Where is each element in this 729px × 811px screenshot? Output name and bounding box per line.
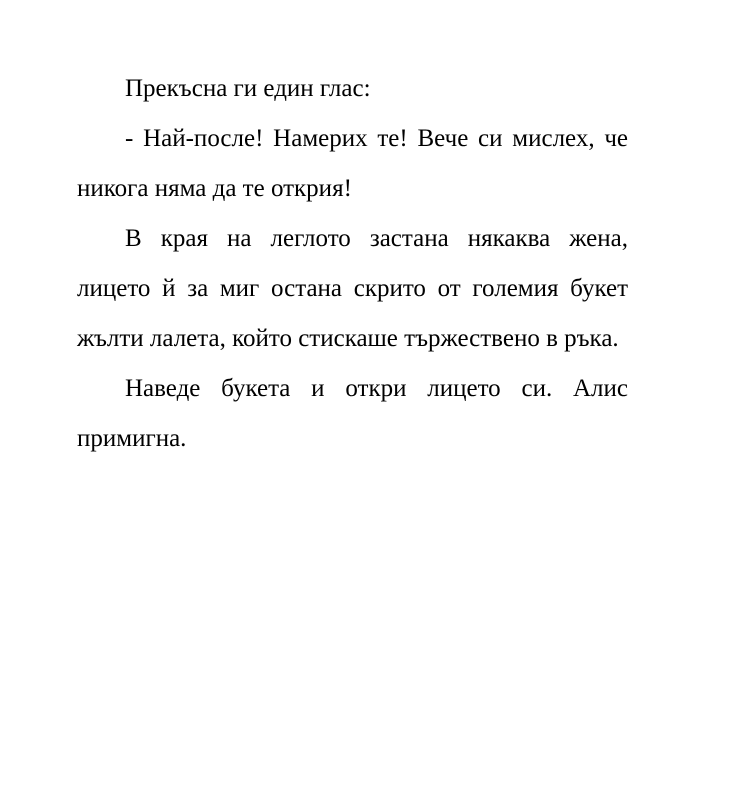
- document-body: [77, 64, 628, 464]
- paragraph: Прекъсна ги един глас:: [125, 75, 371, 102]
- paragraph: Наведе букета и откри лицето си. Алис примигна.: [77, 375, 628, 452]
- paragraph: В края на леглото застана някаква жена, лицето й за миг остана скрито от големия букет жълти лалета, който стискаше тържествено в ръка.: [77, 225, 628, 352]
- paragraph: - Най-после! Намерих те! Вече си мислех, че никога няма да те открия!: [77, 125, 628, 202]
